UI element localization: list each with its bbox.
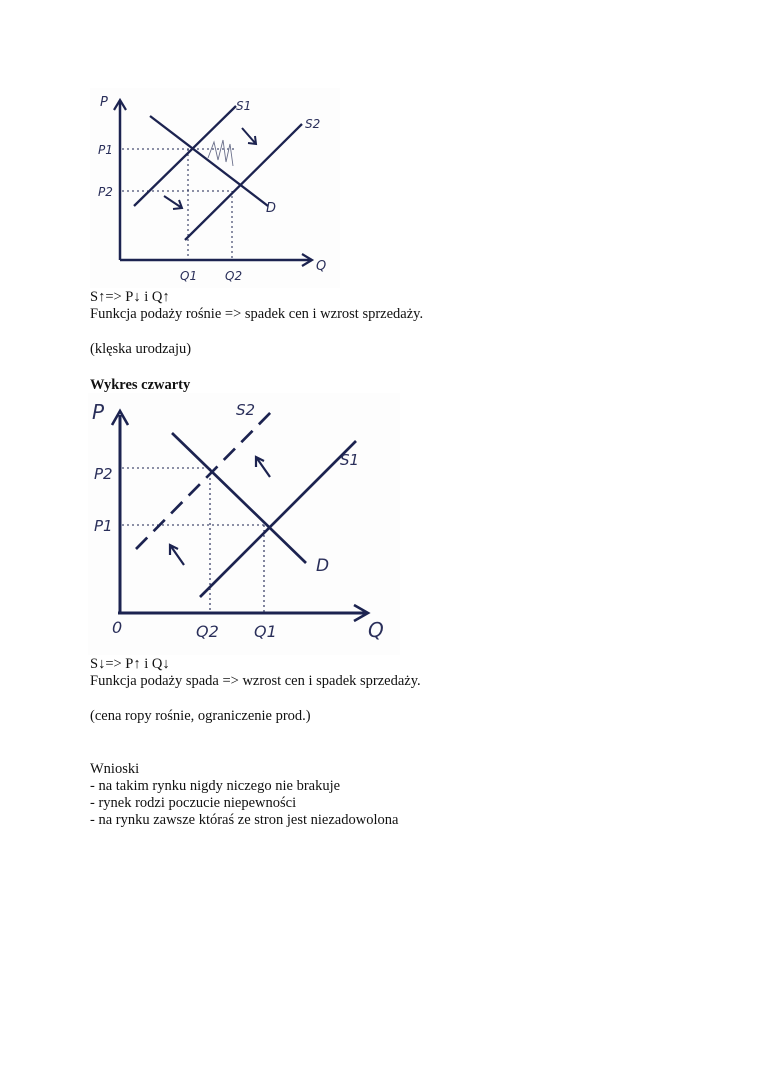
supply-label-s2: S2 xyxy=(305,117,321,131)
section2-description: Funkcja podaży spada => wzrost cen i spadek sprzedaży. xyxy=(90,673,421,689)
conclusion-item: - na takim rynku nigdy niczego nie brakuje xyxy=(90,778,341,794)
supply-curve-s1 xyxy=(134,106,236,206)
shift-arrow-upper xyxy=(242,128,256,144)
quantity-label-q1: Q1 xyxy=(254,622,277,641)
quantity-label-q2: Q2 xyxy=(225,269,243,283)
section1-example: (klęska urodzaju) xyxy=(90,341,192,357)
origin-label: 0 xyxy=(112,618,123,637)
conclusion-item: - rynek rodzi poczucie niepewności xyxy=(90,795,297,811)
figure-supply-increase xyxy=(90,88,340,288)
shift-arrow-lower xyxy=(170,545,184,565)
supply-curve-s2-dashed xyxy=(136,407,276,549)
supply-label-s1: S1 xyxy=(340,451,360,469)
figure-supply-decrease xyxy=(88,393,400,655)
conclusions-title: Wnioski xyxy=(90,761,140,777)
supply-label-s1: S1 xyxy=(236,99,252,113)
section2-rule: S↓=> P↑ i Q↓ xyxy=(90,656,170,672)
supply-label-s2: S2 xyxy=(236,401,256,419)
section2-example: (cena ropy rośnie, ograniczenie prod.) xyxy=(90,708,311,724)
supply-curve-s1 xyxy=(200,441,356,597)
x-axis-label: Q xyxy=(368,618,384,642)
demand-label: D xyxy=(266,201,277,216)
price-label-p1: P1 xyxy=(94,517,113,535)
demand-curve xyxy=(172,433,306,563)
conclusion-item: - na rynku zawsze któraś ze stron jest niezadowolona xyxy=(90,812,399,828)
supply-curve-s2 xyxy=(185,124,302,240)
price-label-p2: P2 xyxy=(98,185,113,199)
quantity-label-q1: Q1 xyxy=(180,269,198,283)
quantity-label-q2: Q2 xyxy=(196,622,219,641)
x-axis-label: Q xyxy=(316,259,327,274)
shift-arrow-upper xyxy=(256,457,270,477)
y-axis-label: P xyxy=(92,400,105,424)
demand-curve xyxy=(150,116,268,206)
section1-description: Funkcja podaży rośnie => spadek cen i wzrost sprzedaży. xyxy=(90,306,424,322)
price-label-p1: P1 xyxy=(98,143,113,157)
y-axis-label: P xyxy=(100,95,108,110)
shift-arrow-lower xyxy=(164,196,182,209)
section2-heading: Wykres czwarty xyxy=(90,377,191,393)
demand-label: D xyxy=(316,556,330,576)
section1-rule: S↑=> P↓ i Q↑ xyxy=(90,289,170,305)
price-label-p2: P2 xyxy=(94,465,113,483)
